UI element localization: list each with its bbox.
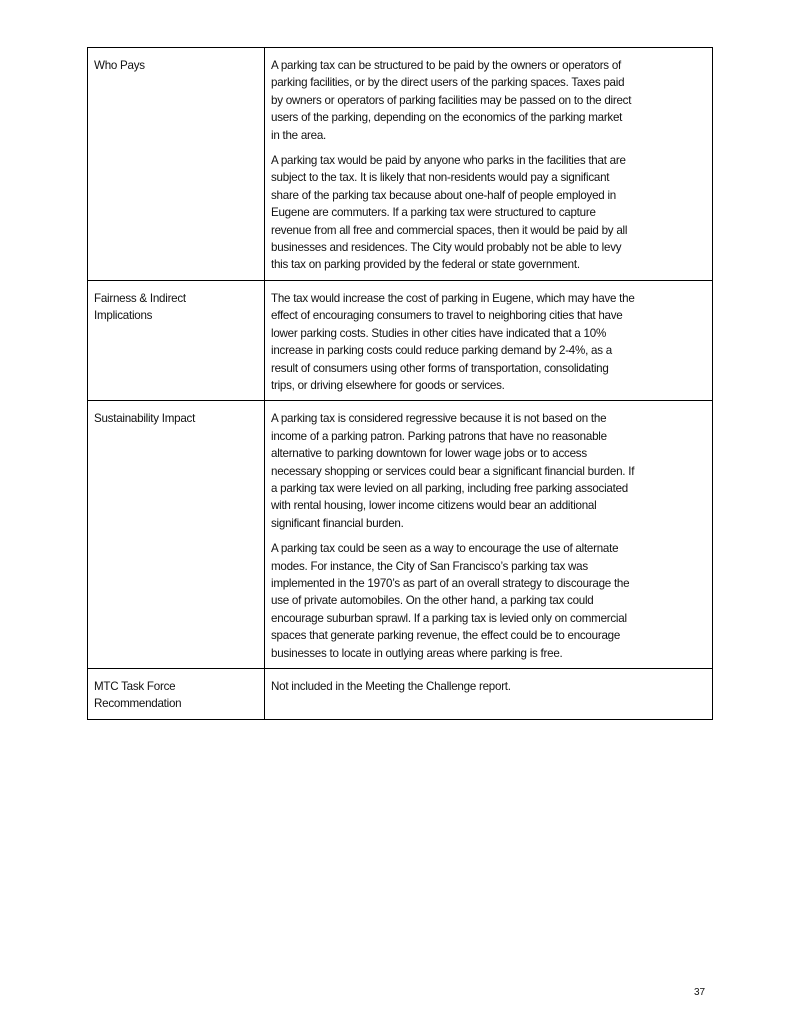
label-line: Sustainability Impact (94, 412, 196, 426)
parking-tax-table (87, 47, 713, 720)
text-line: result of consumers using other forms of transportation, consolidating (271, 361, 609, 375)
text-line: spaces that generate parking revenue, the effect could be to encourage (271, 629, 621, 643)
text-line: lower parking costs. Studies in other cities have indicated that a 10% (271, 326, 607, 340)
page-number: 37 (694, 987, 706, 998)
text-line: trips, or driving elsewhere for goods or services. (271, 378, 505, 392)
text-line: revenue from all free and commercial spaces, then it would be paid by all (271, 223, 628, 237)
text-line: this tax on parking provided by the federal or state government. (271, 258, 580, 272)
label-line: Recommendation (94, 697, 182, 711)
text-line: increase in parking costs could reduce parking demand by 2-4%, as a (271, 344, 612, 358)
row-content (265, 669, 713, 720)
label-line: Implications (94, 309, 153, 323)
text-line: a parking tax were levied on all parking, including free parking associated (271, 481, 628, 495)
text-line: significant financial burden. (271, 516, 404, 530)
text-line: A parking tax is considered regressive because it is not based on the (271, 412, 607, 426)
text-line: by owners or operators of parking facilities may be passed on to the direct (271, 93, 632, 107)
text-line: implemented in the 1970’s as part of an overall strategy to discourage the (271, 576, 630, 590)
text-line: A parking tax would be paid by anyone who parks in the facilities that are (271, 154, 626, 168)
text-line: encourage suburban sprawl. If a parking tax is levied only on commercial (271, 611, 627, 625)
text-line: Not included in the Meeting the Challenge report. (271, 680, 511, 693)
label-line: MTC Task Force (94, 680, 176, 693)
label-line: Fairness & Indirect (94, 291, 186, 305)
row-label (88, 280, 265, 400)
paragraph (271, 152, 706, 274)
text-line: parking facilities, or by the direct users of the parking spaces. Taxes paid (271, 76, 625, 90)
paragraph (271, 678, 706, 695)
text-line: effect of encouraging consumers to travel to neighboring cities that have (271, 309, 623, 323)
text-line: with rental housing, lower income citizens would bear an additional (271, 499, 597, 513)
table-row (88, 401, 713, 669)
row-content (265, 401, 713, 669)
label-line: Who Pays (94, 59, 145, 72)
text-line: share of the parking tax because about one-half of people employed in (271, 188, 616, 202)
paragraph (271, 410, 706, 532)
row-label (88, 669, 265, 720)
text-line: A parking tax could be seen as a way to encourage the use of alternate (271, 542, 619, 556)
paragraph (271, 57, 706, 144)
table-row (88, 48, 713, 281)
text-line: businesses and residences. The City would probably not be able to levy (271, 241, 622, 255)
text-line: subject to the tax. It is likely that non-residents would pay a significant (271, 171, 610, 185)
table-row (88, 280, 713, 400)
table-row (88, 669, 713, 720)
row-label (88, 401, 265, 669)
text-line: income of a parking patron. Parking patrons that have no reasonable (271, 429, 607, 443)
text-line: The tax would increase the cost of parking in Eugene, which may have the (271, 291, 635, 305)
paragraph (271, 290, 706, 394)
text-line: modes. For instance, the City of San Francisco’s parking tax was (271, 559, 588, 573)
text-line: alternative to parking downtown for lower wage jobs or to access (271, 447, 587, 461)
text-line: Eugene are commuters. If a parking tax were structured to capture (271, 206, 596, 220)
row-label (88, 48, 265, 281)
text-line: users of the parking, depending on the economics of the parking market (271, 111, 623, 125)
text-line: businesses to locate in outlying areas where parking is free. (271, 646, 563, 660)
row-content (265, 280, 713, 400)
text-line: necessary shopping or services could bear a significant financial burden. If (271, 464, 635, 478)
text-line: use of private automobiles. On the other hand, a parking tax could (271, 594, 594, 608)
text-line: A parking tax can be structured to be paid by the owners or operators of (271, 59, 621, 72)
paragraph (271, 540, 706, 662)
text-line: in the area. (271, 128, 327, 142)
row-content (265, 48, 713, 281)
